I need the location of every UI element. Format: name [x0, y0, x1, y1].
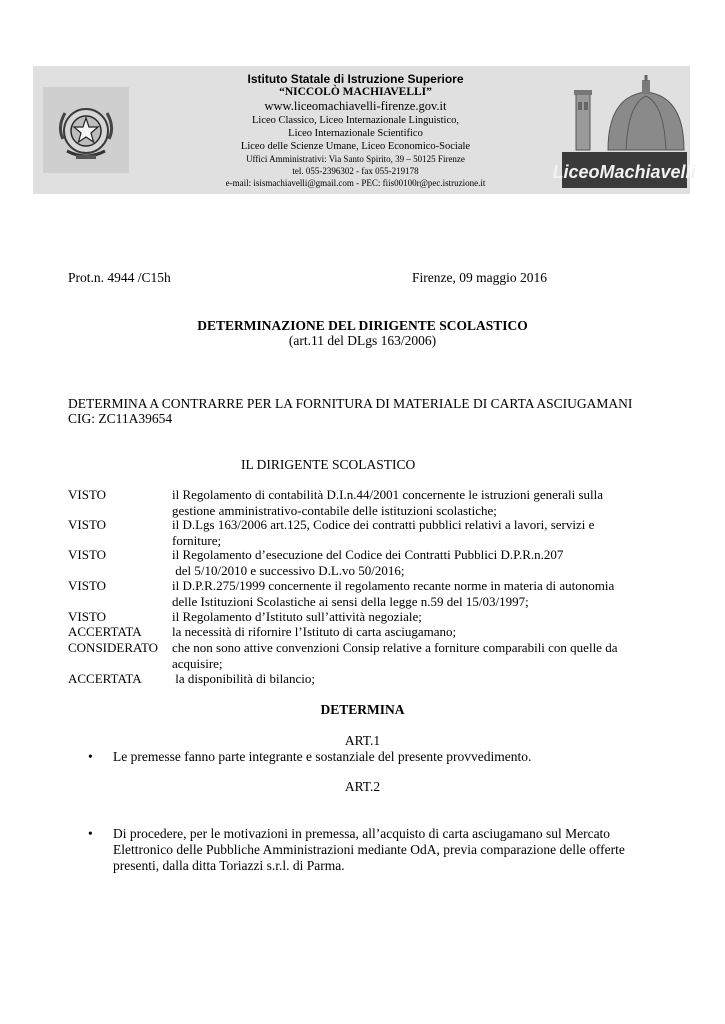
document-subject: DETERMINA A CONTRARRE PER LA FORNITURA DI MATERIALE DI CARTA ASCIUGAMANI: [68, 396, 633, 411]
premise-line: che non sono attive convenzioni Consip relative a forniture comparabili con quelle da: [172, 640, 618, 655]
bullet-icon: •: [88, 826, 93, 841]
school-courses-line-2: Liceo Internazionale Scientifico: [288, 128, 423, 139]
letterhead-text: [138, 72, 573, 189]
premise-line: acquisire;: [172, 655, 223, 671]
premise-line: la disponibilità di bilancio;: [172, 671, 315, 686]
emblem-box: [43, 87, 129, 173]
premise-text: [172, 517, 692, 548]
premise-line: del 5/10/2010 e successivo D.L.vo 50/2016;: [172, 562, 405, 578]
school-address: Uffici Amministrativi: Via Santo Spirito, 39 – 50125 Firenze: [246, 154, 465, 164]
article-2-text: Di procedere, per le motivazioni in premessa, all’acquisto di carta asciugamano sul Mercato Elettronico delle Pubbliche Amministrazioni mediante OdA, previa comparazione delle offerte presenti, dalla ditta Toriazzi s.r.l. di Parma.: [113, 826, 625, 873]
premise-line: il Regolamento d’esecuzione del Codice dei Contratti Pubblici D.P.R.n.207: [172, 547, 564, 562]
article-1-text: Le premesse fanno parte integrante e sostanziale del presente provvedimento.: [113, 749, 532, 764]
document-date: Firenze, 09 maggio 2016: [412, 270, 547, 285]
premise-text: [172, 578, 692, 609]
dirigente-heading: IL DIRIGENTE SCOLASTICO: [241, 457, 416, 472]
premise-line: gestione amministrativo-contabile delle istituzioni scolastiche;: [172, 502, 497, 518]
premise-text: [172, 547, 692, 578]
institute-name: Istituto Statale di Istruzione Superiore: [247, 72, 464, 86]
italian-republic-emblem-icon: [43, 87, 129, 173]
document-title: DETERMINAZIONE DEL DIRIGENTE SCOLASTICO: [197, 318, 528, 333]
premise-text: [172, 640, 692, 671]
letterhead: [33, 66, 696, 194]
premise-text: [172, 609, 692, 625]
document-subtitle: (art.11 del DLgs 163/2006): [288, 333, 437, 348]
premise-text: [172, 487, 692, 518]
school-website[interactable]: www.liceomachiavelli-firenze.gov.it: [264, 99, 447, 113]
school-courses-line-1: Liceo Classico, Liceo Internazionale Linguistico,: [251, 115, 459, 126]
premise-line: il Regolamento d’Istituto sull’attività negoziale;: [172, 609, 422, 624]
premise-label: VISTO: [68, 517, 107, 532]
premise-label: VISTO: [68, 578, 107, 593]
article-2-heading: ART.2: [344, 779, 381, 794]
determina-heading: DETERMINA: [320, 702, 405, 717]
school-name: “NICCOLÒ MACHIAVELLI”: [279, 86, 432, 98]
liceo-machiavelli-logo: [552, 72, 696, 188]
premise-text: [172, 624, 692, 640]
premise-line: il Regolamento di contabilità D.I.n.44/2001 concernente le istruzioni generali sulla: [172, 487, 604, 502]
premise-text: [172, 671, 692, 687]
school-phone: tel. 055-2396302 - fax 055-219178: [292, 166, 419, 176]
article-1-heading: ART.1: [344, 733, 381, 748]
premise-label: CONSIDERATO: [68, 640, 159, 655]
premise-label: VISTO: [68, 609, 107, 624]
school-courses-line-3: Liceo delle Scienze Umane, Liceo Economico-Sociale: [240, 141, 471, 152]
cig-code: CIG: ZC11A39654: [68, 411, 173, 426]
bullet-icon: •: [88, 749, 93, 764]
premise-line: forniture;: [172, 532, 222, 548]
duomo-logo-icon: [552, 72, 696, 188]
protocol-number: Prot.n. 4944 /C15h: [68, 270, 171, 285]
premise-label: ACCERTATA: [68, 624, 142, 639]
premise-label: VISTO: [68, 547, 107, 562]
premise-line: il D.Lgs 163/2006 art.125, Codice dei contratti pubblici relativi a lavori, servizi e: [172, 517, 595, 532]
premise-line: la necessità di rifornire l’Istituto di carta asciugamano;: [172, 624, 457, 639]
premise-line: il D.P.R.275/1999 concernente il regolamento recante norme in materia di autonomia: [172, 578, 615, 593]
logo-wordmark: LiceoMachiavelli: [552, 162, 696, 182]
premise-label: ACCERTATA: [68, 671, 142, 686]
school-email[interactable]: e-mail: isismachiavelli@gmail.com - PEC: fiis00100r@pec.istruzione.it: [225, 178, 486, 188]
premise-line: delle Istituzioni Scolastiche ai sensi della legge n.59 del 15/03/1997;: [172, 593, 529, 609]
premise-label: VISTO: [68, 487, 107, 502]
